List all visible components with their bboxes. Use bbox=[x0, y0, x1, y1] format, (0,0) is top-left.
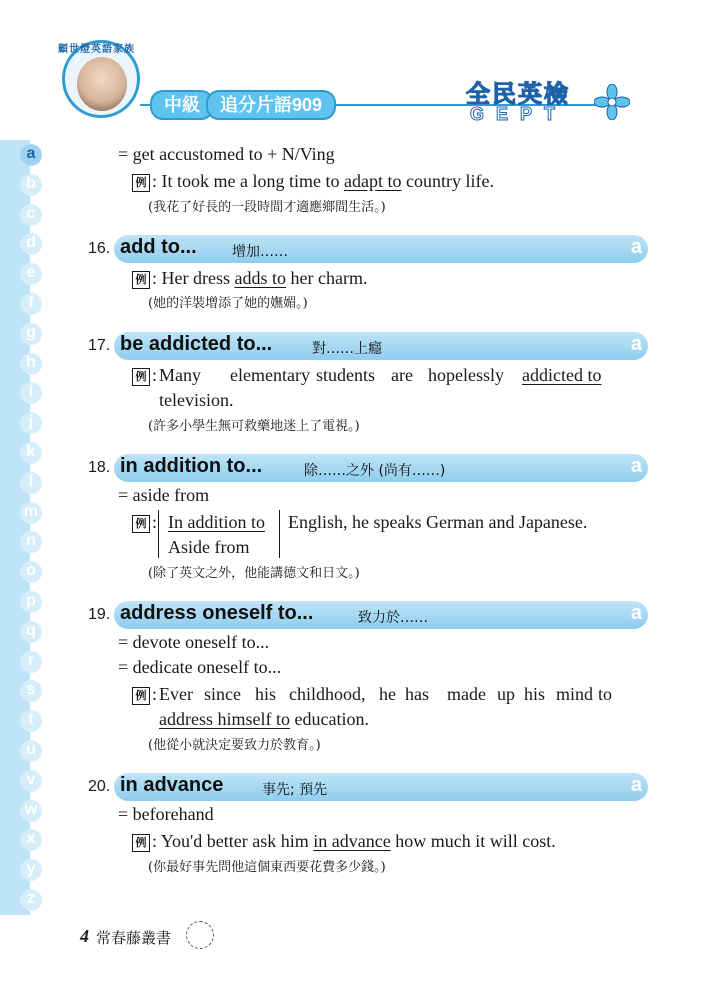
entry-heading-bar bbox=[114, 601, 648, 629]
exam-title-en: GEPT bbox=[470, 104, 568, 124]
example-marker: 例 bbox=[132, 174, 150, 192]
underlined-phrase: addicted to bbox=[522, 365, 602, 385]
entry-heading-bar bbox=[114, 773, 648, 801]
example-sentence: 例 : Her dress adds to her charm. bbox=[132, 268, 367, 289]
example-marker: 例 bbox=[132, 368, 150, 386]
underlined-phrase: in advance bbox=[313, 831, 391, 851]
sidebar-letter-g[interactable]: g bbox=[20, 323, 42, 345]
logo-caption: 顧世燈英語家族 bbox=[58, 44, 135, 55]
sidebar-letter-m[interactable]: m bbox=[20, 502, 42, 524]
example-sentence: 例 : You'd better ask him in advance how much it will cost. bbox=[132, 831, 556, 852]
synonym-line: = get accustomed to + N/Ving bbox=[118, 144, 335, 164]
letter-badge: a bbox=[630, 333, 642, 355]
example-sentence: 例 : bbox=[132, 684, 157, 705]
translation: (除了英文之外，他能講德文和日文。) bbox=[148, 566, 360, 581]
sidebar-letter-h[interactable]: h bbox=[20, 353, 42, 375]
underlined-phrase: adds to bbox=[234, 268, 286, 288]
sidebar-letter-r[interactable]: r bbox=[20, 651, 42, 673]
translation: (許多小學生無可救藥地迷上了電視。) bbox=[148, 419, 360, 434]
entry-number: 19. bbox=[88, 606, 111, 623]
sidebar-letter-s[interactable]: s bbox=[20, 680, 42, 702]
entry-term: in advance bbox=[120, 774, 224, 796]
entry-term: be addicted to... bbox=[120, 333, 273, 355]
entry-meaning: 增加…… bbox=[232, 244, 288, 260]
entry-number: 17. bbox=[88, 337, 111, 354]
sidebar-letter-d[interactable]: d bbox=[20, 233, 42, 255]
letter-badge: a bbox=[630, 236, 642, 258]
synonym-line: = beforehand bbox=[118, 804, 214, 824]
example-sentence: 例 : It took me a long time to adapt to country life. bbox=[132, 171, 494, 192]
alphabet-sidebar bbox=[0, 140, 30, 915]
sidebar-letter-f[interactable]: f bbox=[20, 293, 42, 315]
publisher-logo-icon bbox=[186, 921, 214, 949]
entry-number: 20. bbox=[88, 778, 111, 795]
sidebar-letter-y[interactable]: y bbox=[20, 859, 42, 881]
exam-title-cn: 全民英檢 bbox=[466, 81, 570, 108]
sidebar-letter-c[interactable]: c bbox=[20, 204, 42, 226]
sidebar-letter-z[interactable]: z bbox=[20, 889, 42, 911]
example-sentence: 例 : bbox=[132, 365, 157, 386]
sidebar-letter-j[interactable]: j bbox=[20, 412, 42, 434]
entry-heading-bar bbox=[114, 454, 648, 482]
entry-meaning: 對……上癮 bbox=[312, 341, 382, 357]
sidebar-letter-e[interactable]: e bbox=[20, 263, 42, 285]
entry-term: add to... bbox=[120, 236, 197, 258]
synonym-line: = aside from bbox=[118, 485, 210, 505]
entry-meaning: 除……之外 (尚有……) bbox=[304, 463, 446, 479]
sidebar-letter-u[interactable]: u bbox=[20, 740, 42, 762]
letter-badge: a bbox=[630, 602, 642, 624]
entry-term: address oneself to... bbox=[120, 602, 314, 624]
translation: (她的洋裝增添了她的嫵媚。) bbox=[148, 296, 308, 311]
synonym-line: = dedicate oneself to... bbox=[118, 657, 282, 677]
portrait-image bbox=[77, 57, 127, 111]
sidebar-letter-q[interactable]: q bbox=[20, 621, 42, 643]
series-badge: 追分片語909 bbox=[206, 90, 336, 120]
entry-term: in addition to... bbox=[120, 455, 263, 477]
sidebar-letter-t[interactable]: t bbox=[20, 710, 42, 732]
entry-heading-bar bbox=[114, 235, 648, 263]
sidebar-letter-v[interactable]: v bbox=[20, 770, 42, 792]
sidebar-letter-a[interactable]: a bbox=[20, 144, 42, 166]
sidebar-letter-k[interactable]: k bbox=[20, 442, 42, 464]
entry-heading-bar bbox=[114, 332, 648, 360]
sidebar-letter-b[interactable]: b bbox=[20, 174, 42, 196]
example-sentence: 例 : bbox=[132, 512, 157, 533]
sidebar-letter-p[interactable]: p bbox=[20, 591, 42, 613]
example-marker: 例 bbox=[132, 515, 150, 533]
page-number: 4 bbox=[80, 926, 89, 946]
sidebar-letter-x[interactable]: x bbox=[20, 829, 42, 851]
entry-meaning: 事先; 預先 bbox=[262, 782, 328, 798]
sidebar-letter-w[interactable]: w bbox=[20, 800, 42, 822]
translation: (你最好事先問他這個東西要花費多少錢。) bbox=[148, 860, 386, 875]
translation: (他從小就決定要致力於教育。) bbox=[148, 738, 321, 753]
underlined-phrase: are bbox=[391, 365, 413, 385]
translation: (我花了好長的一段時間才適應鄉間生活。) bbox=[148, 200, 386, 215]
sidebar-letter-i[interactable]: i bbox=[20, 382, 42, 404]
entry-number: 18. bbox=[88, 459, 111, 476]
entry-meaning: 致力於…… bbox=[358, 610, 428, 626]
sidebar-letter-l[interactable]: l bbox=[20, 472, 42, 494]
letter-badge: a bbox=[630, 774, 642, 796]
underlined-phrase: address himself to bbox=[159, 709, 290, 729]
level-badge: 中級 bbox=[150, 90, 214, 120]
option-phrase: Aside from bbox=[168, 537, 250, 557]
example-marker: 例 bbox=[132, 271, 150, 289]
letter-badge: a bbox=[630, 455, 642, 477]
entry-number: 16. bbox=[88, 240, 111, 257]
publisher-name: 常春藤叢書 bbox=[96, 929, 172, 947]
example-marker: 例 bbox=[132, 687, 150, 705]
synonym-line: = devote oneself to... bbox=[118, 632, 270, 652]
underlined-phrase: adapt to bbox=[344, 171, 402, 191]
sidebar-letter-n[interactable]: n bbox=[20, 531, 42, 553]
example-marker: 例 bbox=[132, 834, 150, 852]
option-phrase: In addition to bbox=[168, 512, 265, 532]
sidebar-letter-o[interactable]: o bbox=[20, 561, 42, 583]
flower-icon bbox=[594, 84, 630, 120]
